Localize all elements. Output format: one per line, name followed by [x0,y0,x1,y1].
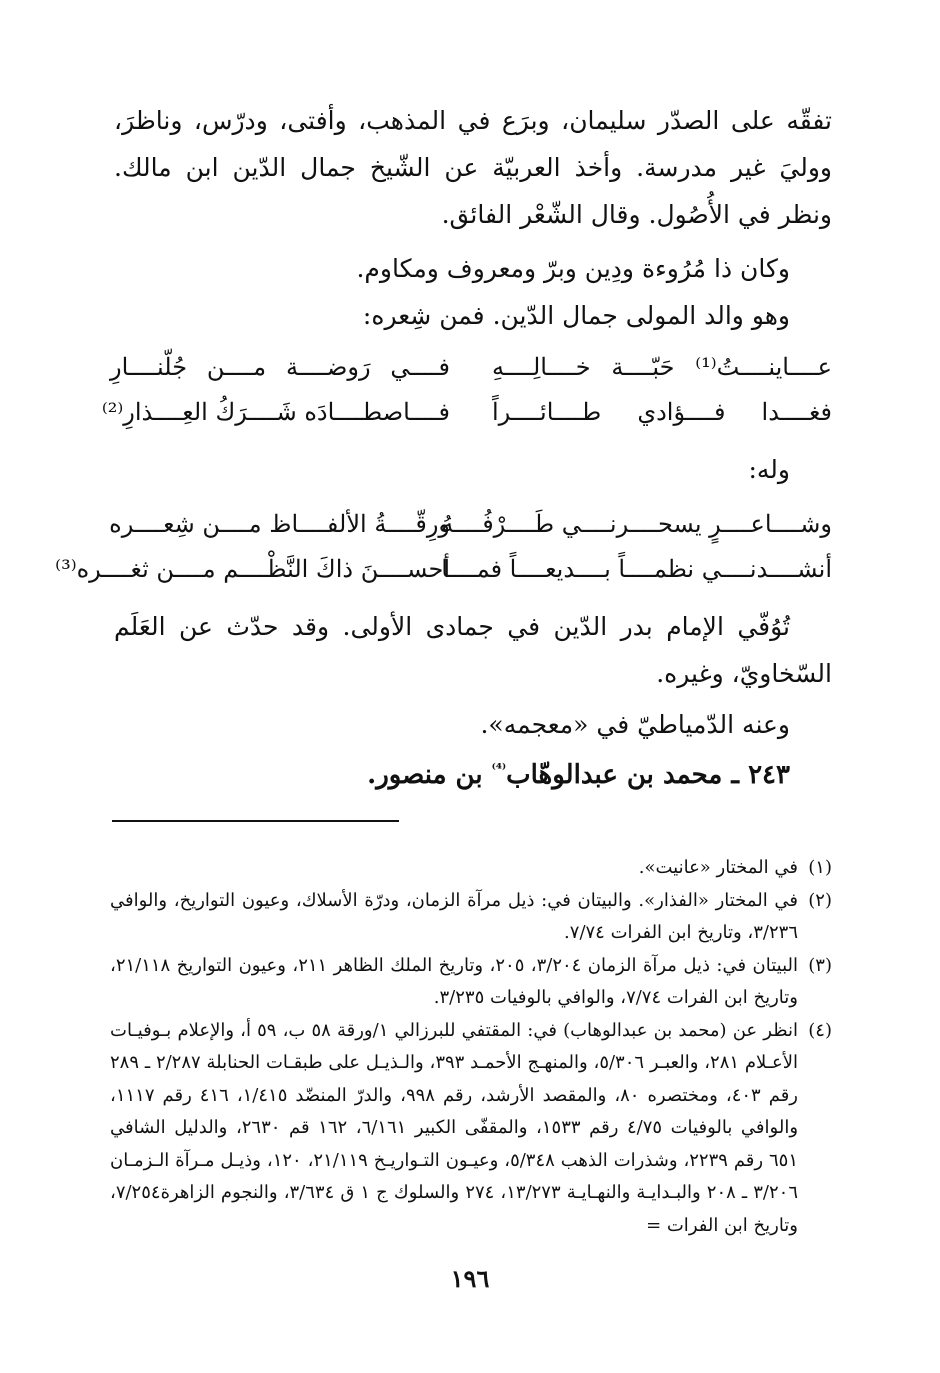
footnote-text: في المختار «الفذار». والبيتان في: ذيل مرآة الزمان، ودرّة الأسلاك، وعيون التواريخ، والوافي ٣/٢٣٦، وتاريخ ابن الفرات ٧/٧٤. [110,889,798,943]
footnote-2 [110,885,832,950]
main-text [114,97,832,238]
main-text-3 [114,603,832,799]
footnote-text: انظر عن (محمد بن عبدالوهاب) في: المقتفي للبرزالي ١/ورقة ٥٨ ب، ٥٩ أ، والإعلام بـوفيـات الأعـلام ٢٨١، والعبـر ٥/٣٠٦، والمنهـج الأحمـد ٣٩٣، والـذيـل على طبقـات الحنابلة ٢/٢٨٧ ـ ٢٨٩ رقم ٤٠٣، ومختصره ٨٠، والمقصد الأرشد، رقم ٩٩٨، والدرّ المنضّد ١/٤١٥، ٤١٦ رقم ١١١٧، والوافي بالوفيات ٤/٧٥ رقم ١٥٣٣، والمقفّى الكبير ٦/١٦١، ١٦٢ قم ٢٦٣٠، والدليل الشافي ٦٥١ رقم ٢٢٣٩، وشذرات الذهب ٥/٣٤٨، وعيـون التـواريـخ ٢١/١١٩، ١٢٠، وذيـل مـرآة الـزمـان ٣/٢٠٦ ـ ٢٠٨ والبـدايـة والنهـايـة ١٣/٢٧٣، ٢٧٤ والسلوك ج ١ ق ٣/٦٣٤، والنجوم الزاهرة٧/٢٥٤، وتاريخ ابن الفرات = [110,1019,799,1236]
verse-line [55,547,832,592]
footnote-4 [110,1015,832,1243]
entry-number: ٢٤٣ ـ [731,760,790,790]
footnote-1 [110,852,832,885]
footnote-text: في المختار «عانيت». [638,857,798,878]
hemistich: أنشــــدنــــي نظمــــاً بــــديعــــاً فمــــا [441,555,832,583]
poem-intro: وله: [748,455,790,484]
verse-line [110,502,832,547]
entry-rest: بن منصور. [367,760,483,790]
footnote-3 [110,950,832,1015]
hemistich: وشــــاعــــرٍ يسحــــرنــــي طَــــرْفُــــهُ [441,510,832,538]
poem-1 [101,345,832,435]
paragraph-2: وكان ذا مُرُوءة ودِين وبرّ ومعروف ومكاوم. [356,254,790,283]
hemistich: فــــي رَوضــــة مــــن جُلّنــــارِ [110,353,450,381]
hemistich: فــــاصطــــادَه شَــــرَكُ العِــــذارِ⁽²⁾ [101,398,450,426]
paragraph-3: وهو والد المولى جمال الدّين. فمن شِعره: [362,301,790,330]
footnote-number: (٢) [808,889,832,911]
footnote-separator [112,820,399,822]
main-text-2 [114,245,832,339]
verse-line [101,390,832,435]
entry-heading [114,752,832,799]
verse-line [110,345,832,390]
footnotes [110,852,832,1242]
footnote-number: (٣) [808,954,832,976]
page-number: ١٩٦ [450,1264,490,1293]
footnote-number: (١) [808,857,832,878]
lahu-block [114,446,832,493]
entry-name: محمد بن عبدالوهّاب [506,760,723,790]
hemistich: أحســــنَ ذاكَ النَّظْــــم مــــن ثغــــره⁽³⁾ [55,555,450,583]
paragraph-1: تفقّه على الصدّر سليمان، وبرَع في المذهب، وأفتى، ودرّس، وناظرَ، ووليَ غير مدرسة. وأخذ العربيّة عن الشّيخ جمال الدّين ابن مالك. ونظر في الأُصُول. وقال الشّعْر الفائق. [114,106,832,229]
hemistich: عــــاينــــتُ⁽¹⁾ حَبّــــة خــــالِــــهِ [492,353,832,381]
footnote-marker: ⁽⁴⁾ [491,761,507,778]
poem-2 [55,502,832,592]
paragraph-5: وعنه الدّمياطيّ في «معجمه». [480,710,790,739]
hemistich: ورِقّــــةُ الألفــــاظ مــــن شِعــــره [109,510,450,538]
footnote-number: (٤) [808,1019,832,1041]
paragraph-4: تُوُفّي الإمام بدر الدّين في جمادى الأولى. وقد حدّث عن العَلَم السّخاويّ، وغيره. [114,612,832,688]
hemistich: فغــــدا فــــؤادي طــــائــــراً [492,398,832,426]
footnote-text: البيتان في: ذيل مرآة الزمان ٣/٢٠٤، ٢٠٥، وتاريخ الملك الظاهر ٢١١، وعيون التواريخ ٢١/١١٨، وتاريخ ابن الفرات ٧/٧٤، والوافي بالوفيات ٣/٢٣٥. [110,954,799,1008]
